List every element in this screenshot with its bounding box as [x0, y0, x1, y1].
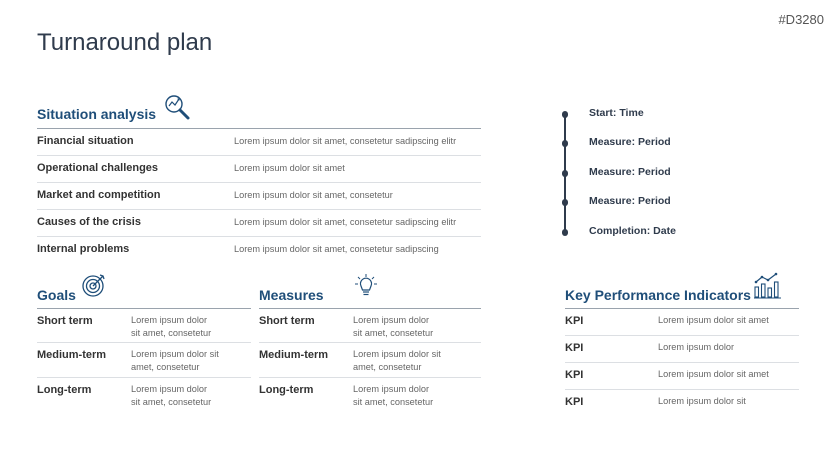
goals-row-label: Long-term [37, 384, 92, 396]
measures-heading: Measures [259, 287, 324, 303]
kpi-row-text: Lorem ipsum dolor sit amet [658, 369, 769, 379]
goals-row-label: Short term [37, 315, 93, 327]
text-line: Lorem ipsum dolor [131, 315, 208, 325]
situation-row-label: Internal problems [37, 243, 130, 255]
goals-rule [37, 308, 251, 309]
measures-rule [259, 308, 481, 309]
text-line: sit amet, consetetur [353, 396, 434, 407]
page-title: Turnaround plan [37, 29, 213, 56]
kpi-row-text: Lorem ipsum dolor sit [658, 396, 746, 406]
kpi-rule [565, 308, 799, 309]
measures-row-text [353, 348, 441, 373]
situation-row-text: Lorem ipsum dolor sit amet, consetetur sadipscing elitr [234, 136, 457, 146]
text-line: sit amet, consetetur [131, 327, 212, 338]
situation-row-label: Causes of the crisis [37, 216, 141, 228]
goals-row-text [131, 383, 211, 408]
divider [259, 377, 481, 378]
kpi-row-label: KPI [565, 315, 584, 327]
text-line: Lorem ipsum dolor sit [353, 349, 441, 359]
text-line: sit amet, consetetur [353, 327, 434, 338]
timeline-dot [562, 111, 569, 118]
divider [37, 342, 251, 343]
timeline-item: Measure: Period [589, 195, 671, 207]
measures-row-label: Short term [259, 315, 315, 327]
divider [565, 362, 799, 363]
divider [37, 209, 481, 210]
goals-row-text [131, 314, 211, 339]
timeline-dot [562, 229, 569, 236]
text-line: sit amet, consetetur [131, 396, 212, 407]
situation-row-label: Financial situation [37, 135, 134, 147]
goals-row-text [131, 348, 219, 373]
target-icon [81, 272, 107, 298]
kpi-row-label: KPI [565, 342, 584, 354]
text-line: amet, consetetur [353, 361, 422, 372]
kpi-row-text: Lorem ipsum dolor [658, 342, 735, 352]
divider [37, 236, 481, 237]
timeline-item: Measure: Period [589, 136, 671, 148]
text-line: amet, consetetur [131, 361, 200, 372]
goals-heading: Goals [37, 287, 76, 303]
magnifier-chart-icon [163, 93, 191, 121]
situation-row-text: Lorem ipsum dolor sit amet [234, 163, 345, 173]
text-line: Lorem ipsum dolor [353, 384, 430, 394]
situation-row-text: Lorem ipsum dolor sit amet, consetetur [234, 190, 393, 200]
timeline-dot [562, 170, 569, 177]
document-id: #D3280 [778, 12, 824, 27]
situation-row-label: Market and competition [37, 189, 161, 201]
divider [37, 182, 481, 183]
divider [37, 377, 251, 378]
timeline-dot [562, 199, 569, 206]
divider [565, 335, 799, 336]
divider [565, 389, 799, 390]
situation-row-text: Lorem ipsum dolor sit amet, consetetur sadipscing elitr [234, 217, 457, 227]
situation-rule [37, 128, 481, 129]
situation-row-text: Lorem ipsum dolor sit amet, consetetur sadipscing [234, 244, 439, 254]
measures-row-label: Long-term [259, 384, 314, 396]
goals-row-label: Medium-term [37, 349, 107, 361]
timeline-item: Start: Time [589, 107, 644, 119]
timeline-item: Measure: Period [589, 166, 671, 178]
text-line: Lorem ipsum dolor [131, 384, 208, 394]
divider [259, 342, 481, 343]
bar-chart-icon [754, 272, 782, 300]
measures-row-label: Medium-term [259, 349, 329, 361]
kpi-row-label: KPI [565, 369, 584, 381]
situation-row-label: Operational challenges [37, 162, 159, 174]
text-line: Lorem ipsum dolor sit [131, 349, 219, 359]
situation-heading: Situation analysis [37, 106, 157, 122]
timeline-dot [562, 140, 569, 147]
kpi-row-text: Lorem ipsum dolor sit amet [658, 315, 769, 325]
measures-row-text [353, 383, 433, 408]
divider [37, 155, 481, 156]
measures-row-text [353, 314, 433, 339]
timeline-item: Completion: Date [589, 225, 676, 237]
kpi-heading: Key Performance Indicators [565, 287, 751, 303]
lightbulb-icon [355, 273, 377, 301]
text-line: Lorem ipsum dolor [353, 315, 430, 325]
kpi-row-label: KPI [565, 396, 584, 408]
